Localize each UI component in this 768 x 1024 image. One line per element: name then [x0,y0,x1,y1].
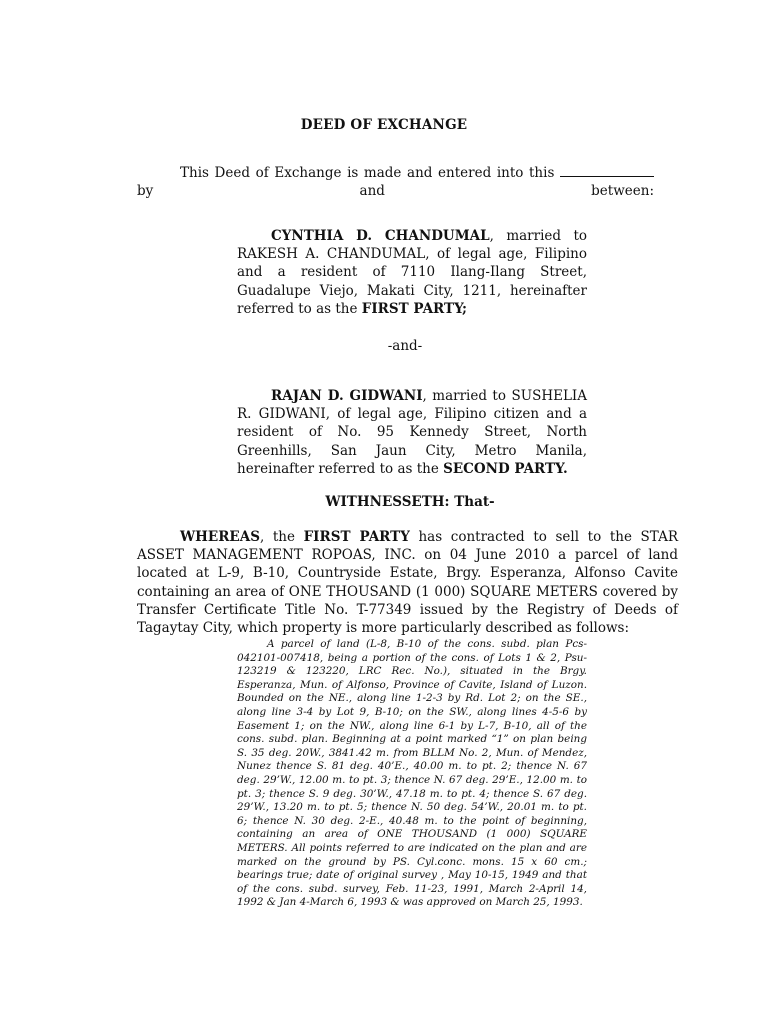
second-party-text [237,387,587,478]
intro-text: This Deed of Exchange is made and entered into this [180,165,555,181]
whereas-party-ref: FIRST PARTY [303,529,410,545]
second-party-name: RAJAN D. GIDWANI [271,388,423,404]
second-party-designation: SECOND PARTY. [443,460,568,477]
intro-line [137,164,654,200]
whereas-paragraph [137,528,678,637]
first-party-paragraph [237,227,587,318]
first-party-name: CYNTHIA D. CHANDUMAL [271,228,490,244]
and-separator: -and- [387,338,423,354]
date-blank-line [560,165,654,177]
first-party-designation: FIRST PARTY; [361,300,468,317]
whereas-keyword: WHEREAS [180,529,260,545]
technical-description: A parcel of land (L-8, B-10 of the cons. subd. plan Pcs-042101-007418, being a portion of the cons. of Lots 1 & 2, Psu-123219 & 123220, LRC Rec. No.), situated in the Brgy. Esperanza, Mun. of Alfonso, Province of Cavite, Island of Luzon. Bounded on the NE., along line 1-2-3 by Rd. Lot 2; on the SE., along line 3-4 by Lot 9, B-10; on the SW., along lines 4-5-6 by Easement 1; on the NW., along line 6-1 by L-7, B-10, all of the cons. subd. plan. Beginning at a point marked “1” on plan being S. 35 deg. 20W., 3841.42 m. from BLLM No. 2, Mun. of Mendez, Nunez thence S. 81 deg. 40’E., 40.00 m. to pt. 2; thence N. 67 deg. 29’W., 12.00 m. to pt. 3; thence N. 67 deg. 29’E., 12.00 m. to pt. 3; thence S. 9 deg. 30’W., 47.18 m. to pt. 4; thence S. 67 deg. 29’W., 13.20 m. to pt. 5; thence N. 50 deg. 54’W., 20.01 m. to pt. 6; thence N. 30 deg. 2-E., 40.48 m. to the point of beginning, containing an area of ONE THOUSAND (1 000) SQUARE METERS. All points referred to are indicated on the plan and are marked on the ground by PS. Cyl.conc. mons. 15 x 60 cm.; bearings true; date of original survey , May 10-15, 1949 and that of the cons. subd. survey, Feb. 11-23, 1991, March 2-April 14, 1992 & Jan 4-March 6, 1993 & was approved on March 25, 1993. [237,638,587,909]
first-party-text [237,227,587,318]
first-party-details: , married to RAKESH A. CHANDUMAL, of legal age, Filipino and a resident of 7110 Ilang-Ilang Street, Guadalupe Viejo, Makati City, 1211, hereinafter referred to as the [237,228,587,317]
whereas-text-1: , the [259,529,304,545]
second-party-paragraph [237,387,587,478]
intro-text-after: by and between: [137,183,654,199]
whereas-text [137,528,678,637]
document-title: DEED OF EXCHANGE [300,117,468,133]
witnesseth-heading: WITHNESSETH: That- [325,494,495,510]
intro-paragraph [137,164,654,200]
second-party-details: , married to SUSHELIA R. GIDWANI, of legal age, Filipino citizen and a resident of No. 95 Kennedy Street, North Greenhills, San Jaun City, Metro Manila, hereinafter referred to as the [237,388,587,477]
whereas-text-2: has contracted to sell to the STAR ASSET MANAGEMENT ROPOAS, INC. on 04 June 2010 a parcel of land located at L-9, B-10, Countryside Estate, Brgy. Esperanza, Alfonso Cavite containing an area of ONE THOUSAND (1 000) SQUARE METERS covered by Transfer Certificate Title No. T-77349 issued by the Registry of Deeds of Tagaytay City, which property is more particularly described as follows: [137,529,678,637]
